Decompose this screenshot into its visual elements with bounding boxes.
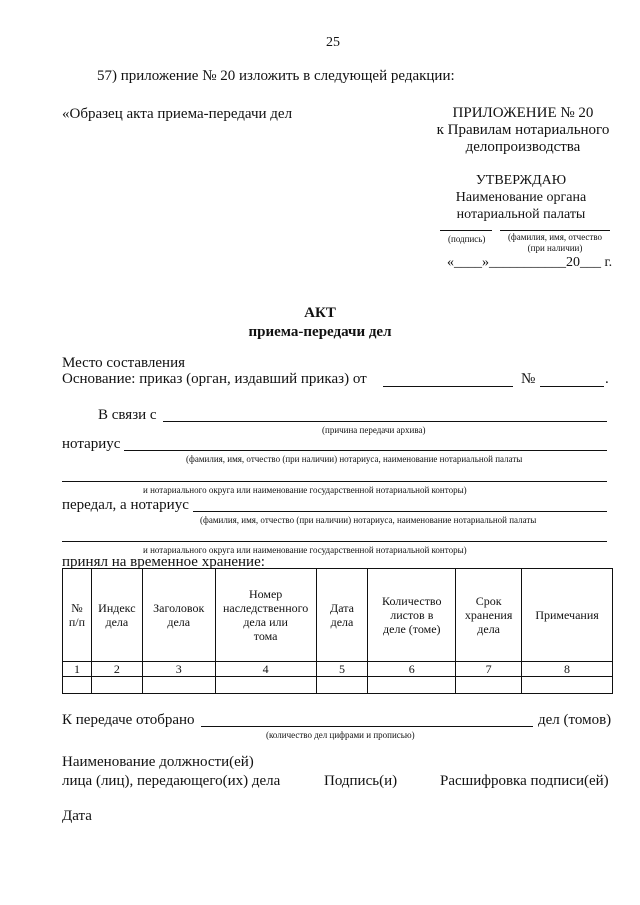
sign-caption: (подпись) xyxy=(448,234,486,244)
reason-line xyxy=(163,421,607,422)
header-text: дела xyxy=(330,615,354,629)
fio-caption xyxy=(496,232,614,254)
transferred-label: передал, а нотариус xyxy=(62,497,189,513)
table-cell: 1 xyxy=(63,662,92,677)
header-text: дела xyxy=(105,615,129,629)
table-cell xyxy=(368,677,456,694)
notary2-caption2: и нотариального округа или наименование государственной нотариальной конторы) xyxy=(143,545,467,555)
selected-line xyxy=(201,726,533,727)
table-header-cell xyxy=(368,569,456,662)
date-label: Дата xyxy=(62,808,92,824)
header-text: дела или xyxy=(243,615,288,629)
header-text: Индекс xyxy=(98,601,136,615)
notary-line2 xyxy=(62,481,607,482)
header-text: Номер xyxy=(248,587,283,601)
decoding-label: Расшифровка подписи(ей) xyxy=(440,773,609,789)
intro-text: 57) приложение № 20 изложить в следующей редакции: xyxy=(97,68,455,84)
header-text: наследственного xyxy=(222,601,309,615)
cases-table xyxy=(62,568,613,694)
selected-label: К передаче отобрано xyxy=(62,712,195,728)
table-header-cell xyxy=(63,569,92,662)
table-number-row xyxy=(63,662,613,677)
header-text: Количество xyxy=(382,594,442,608)
header-text: дела xyxy=(477,622,501,636)
appendix-line2: делопроизводства xyxy=(465,139,581,155)
table-cell: 8 xyxy=(522,662,613,677)
notary-label: нотариус xyxy=(62,436,121,452)
sample-title: «Образец акта приема-передачи дел xyxy=(62,106,293,122)
header-text: листов в xyxy=(390,608,434,622)
selected-unit: дел (томов) xyxy=(538,712,612,728)
table-header-cell xyxy=(142,569,215,662)
table-header-row xyxy=(63,569,613,662)
approve-line1: Наименование органа xyxy=(455,190,587,205)
notary2-line2 xyxy=(62,541,607,542)
table-cell xyxy=(522,677,613,694)
page-number: 25 xyxy=(326,35,340,50)
appendix-line1: к Правилам нотариального xyxy=(436,122,610,138)
approve-date: «____»___________20___ г. xyxy=(447,255,613,270)
header-text: Дата xyxy=(330,601,354,615)
position-line1: Наименование должности(ей) xyxy=(62,754,254,770)
table-header-cell xyxy=(522,569,613,662)
notary-caption1: (фамилия, имя, отчество (при наличии) нотариуса, наименование нотариальной палаты xyxy=(186,454,523,464)
act-title: АКТ xyxy=(304,305,336,321)
notary-caption2: и нотариального округа или наименование государственной нотариальной конторы) xyxy=(143,485,467,495)
table-row xyxy=(63,677,613,694)
table-cell: 6 xyxy=(368,662,456,677)
approve-word: УТВЕРЖДАЮ xyxy=(475,173,567,188)
notary-line xyxy=(124,450,607,451)
appendix-title: ПРИЛОЖЕНИЕ № 20 xyxy=(452,105,594,121)
header-text: п/п xyxy=(68,615,86,629)
table-cell: 3 xyxy=(142,662,215,677)
table-cell: 5 xyxy=(316,662,368,677)
table-cell: 2 xyxy=(91,662,142,677)
header-text: № xyxy=(71,601,83,615)
header-text: хранения xyxy=(464,608,513,622)
fio-caption-line1: (фамилия, имя, отчество xyxy=(507,232,603,242)
table-header-cell xyxy=(215,569,316,662)
number-sign: № xyxy=(521,371,536,387)
table-header-cell xyxy=(91,569,142,662)
fio-line xyxy=(500,230,610,231)
approve-line2: нотариальной палаты xyxy=(456,207,586,222)
period: . xyxy=(605,371,609,387)
appendix-block xyxy=(418,105,628,156)
table-header-cell xyxy=(456,569,522,662)
header-text: деле (томе) xyxy=(383,622,441,636)
reason-caption: (причина передачи архива) xyxy=(322,425,426,435)
basis-number-line xyxy=(540,386,604,387)
table-cell xyxy=(456,677,522,694)
basis-label: Основание: приказ (орган, издавший приказ) от xyxy=(62,371,367,387)
header-text: Заголовок xyxy=(153,601,205,615)
table-cell xyxy=(316,677,368,694)
place-label: Место составления xyxy=(62,355,186,371)
table-cell xyxy=(215,677,316,694)
approve-block xyxy=(426,172,616,223)
header-text: Срок xyxy=(475,594,502,608)
table-cell: 4 xyxy=(215,662,316,677)
table-cell xyxy=(63,677,92,694)
table-cell xyxy=(91,677,142,694)
table-cell: 7 xyxy=(456,662,522,677)
notary2-caption1: (фамилия, имя, отчество (при наличии) нотариуса, наименование нотариальной палаты xyxy=(200,515,537,525)
table-header-cell xyxy=(316,569,368,662)
sign-line xyxy=(440,230,492,231)
header-text: Примечания xyxy=(535,608,599,622)
fio-caption-line2: (при наличии) xyxy=(527,243,583,253)
basis-date-line xyxy=(383,386,513,387)
notary2-line xyxy=(193,511,607,512)
in-connection-label: В связи с xyxy=(98,407,157,423)
header-text: дела xyxy=(167,615,191,629)
act-subtitle: приема-передачи дел xyxy=(248,324,392,340)
position-line2: лица (лиц), передающего(их) дела xyxy=(62,773,281,789)
table-cell xyxy=(142,677,215,694)
header-text: тома xyxy=(253,629,278,643)
selected-caption: (количество дел цифрами и прописью) xyxy=(266,730,415,740)
accepted-label: принял на временное хранение: xyxy=(62,554,265,570)
signature-label: Подпись(и) xyxy=(324,773,398,789)
